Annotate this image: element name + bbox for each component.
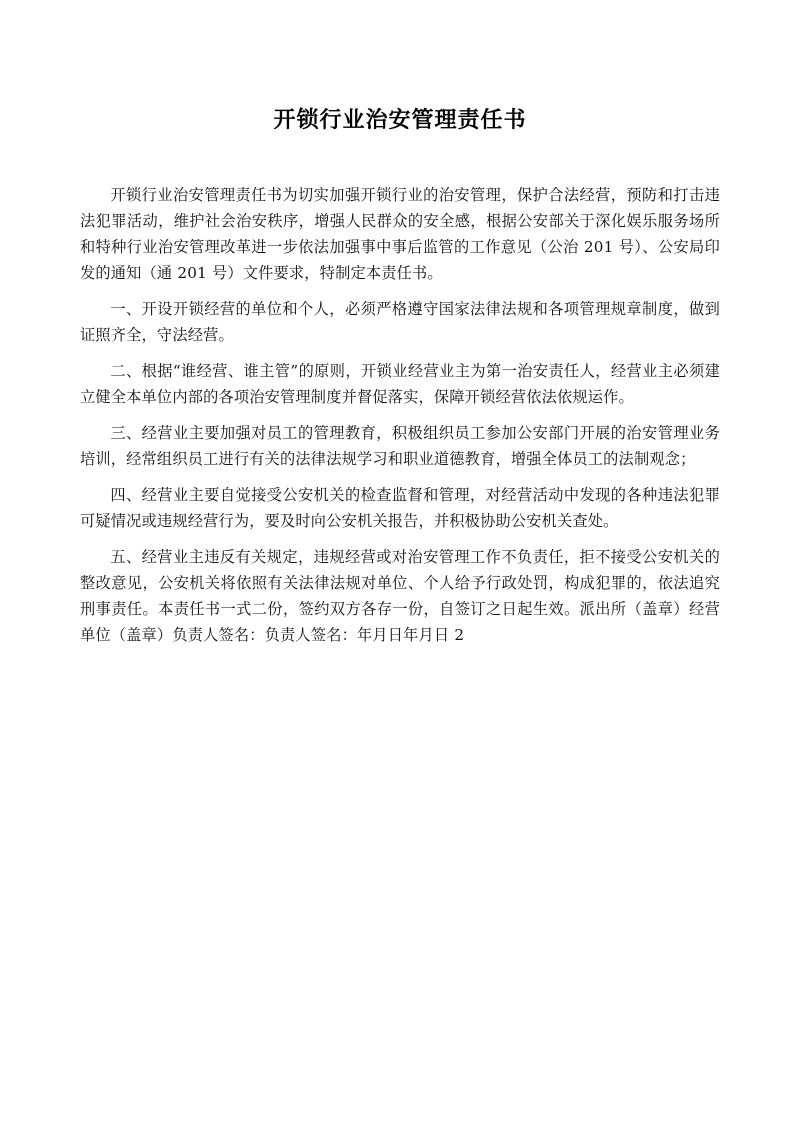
clause-3-paragraph: 三、经营业主要加强对员工的管理教育，积极组织员工参加公安部门开展的治安管理业务培训，经常组织员工进行有关的法律法规学习和职业道德教育，增强全体员工的法制观念； — [80, 424, 720, 468]
intro-paragraph: 开锁行业治安管理责任书为切实加强开锁行业的治安管理，保护合法经营，预防和打击违法犯罪活动，维护社会治安秩序，增强人民群众的安全感，根据公安部关于深化娱乐服务场所和特种行业治安管理改革进一步依法加强事中事后监管的工作意见（公治 201 号）、公安局印发的通知（通 201 号）文件要求，特制定本责任书。 — [80, 186, 720, 282]
clause-4-paragraph: 四、经营业主要自觉接受公安机关的检查监督和管理，对经营活动中发现的各种违法犯罪可疑情况或违规经营行为，要及时向公安机关报告，并积极协助公安机关查处。 — [80, 486, 720, 530]
clause-2-paragraph: 二、根据“谁经营、谁主管”的原则，开锁业经营业主为第一治安责任人，经营业主必须建立健全本单位内部的各项治安管理制度并督促落实，保障开锁经营依法依规运作。 — [80, 362, 720, 406]
clause-5-paragraph: 五、经营业主违反有关规定，违规经营或对治安管理工作不负责任，拒不接受公安机关的整改意见，公安机关将依照有关法律法规对单位、个人给予行政处罚，构成犯罪的，依法追究刑事责任。本责任书一式二份，签约双方各存一份，自签订之日起生效。派出所（盖章）经营单位（盖章）负责人签名：负责人签名：年月日年月日 2 — [80, 548, 720, 644]
clause-1-paragraph: 一、开设开锁经营的单位和个人，必须严格遵守国家法律法规和各项管理规章制度，做到证照齐全，守法经营。 — [80, 300, 720, 344]
document-title: 开锁行业治安管理责任书 — [273, 108, 527, 133]
document-body — [80, 182, 720, 658]
